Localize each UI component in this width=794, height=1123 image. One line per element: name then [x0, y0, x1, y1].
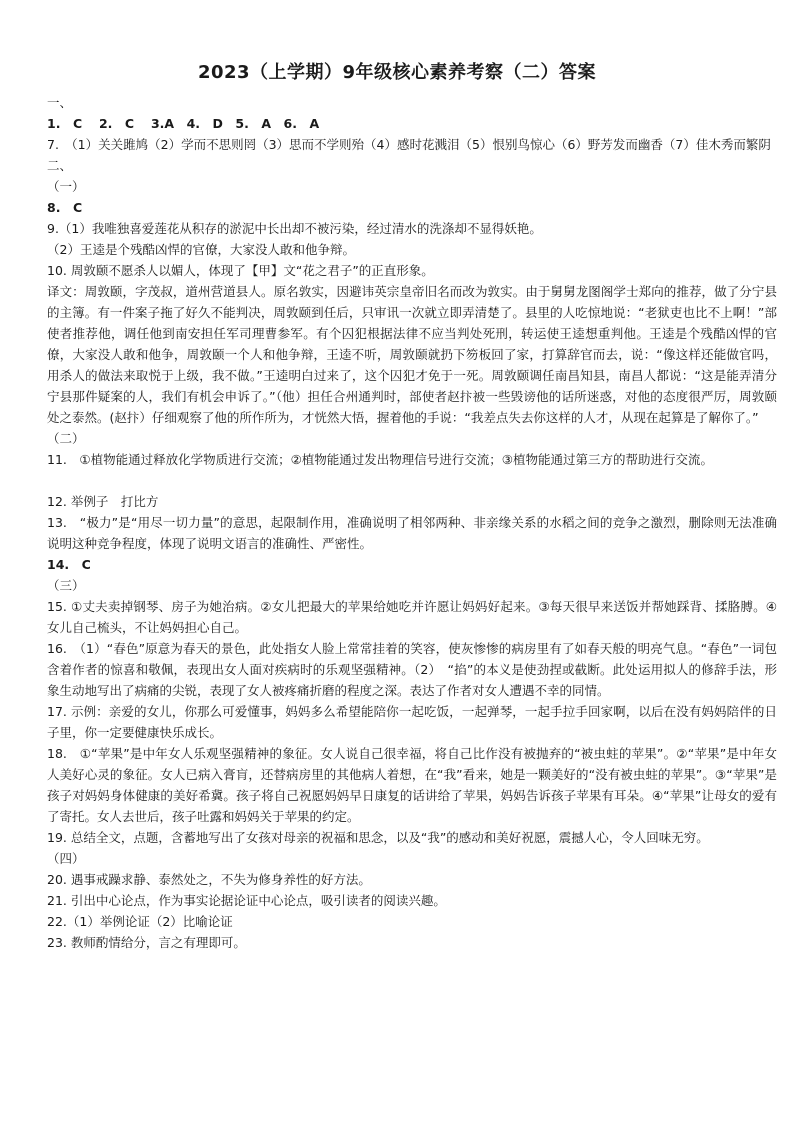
answer-line: 14. C [47, 557, 91, 572]
answer-line: 10. 周敦颐不愿杀人以媚人，体现了【甲】文“花之君子”的正直形象。 [47, 263, 434, 278]
answer-line: 19. 总结全文，点题，含蓄地写出了女孩对母亲的祝福和思念，以及“我”的感动和美好祝愿，震撼人心，令人回味无穷。 [47, 830, 709, 845]
page-title: 2023（上学期）9年级核心素养考察（二）答案 [197, 62, 597, 83]
answer-line: 13. “极力”是“用尽一切力量”的意思，起限制作用，准确说明了相邻两种、非亲缘关系的水稻之间的竞争之激烈，删除则无法准确说明这种竞争程度，体现了说明文语言的准确性、严密性。 [47, 515, 777, 551]
answer-line: 18. ①“苹果”是中年女人乐观坚强精神的象征。女人说自己很幸福，将自己比作没有被抛弃的“被虫蛀的苹果”。②“苹果”是中年女人美好心灵的象征。女人已病入膏肓，还替病房里的其他病人着想，在“我”看来，她是一颗美好的“没有被虫蛀的苹果”。③“苹果”是孩子对妈妈身体健康的美好希冀。孩子将自己祝愿妈妈早日康复的话讲给了苹果，妈妈告诉孩子苹果有耳朵。④“苹果”让母女的爱有了寄托。女人去世后，孩子吐露和妈妈关于苹果的约定。 [47, 746, 777, 824]
answer-line: 15. ①丈夫卖掉钢琴、房子为她治病。②女儿把最大的苹果给她吃并许愿让妈妈好起来。③每天很早来送饭并帮她踩背、揉胳膊。④女儿自己梳头，不让妈妈担心自己。 [47, 599, 777, 635]
answer-line: 一、 [47, 95, 73, 110]
answer-line: 二、 [47, 158, 73, 173]
answer-content [47, 92, 777, 953]
answer-line: （四） [47, 851, 85, 866]
answer-line: 17. 示例：亲爱的女儿，你那么可爱懂事，妈妈多么希望能陪你一起吃饭，一起弹琴，一起手拉手回家啊，以后在没有妈妈陪伴的日子里，你一定要健康快乐成长。 [47, 704, 777, 740]
answer-line: 16. （1）“春色”原意为春天的景色，此处指女人脸上常常挂着的笑容，使灰惨惨的病房里有了如春天般的明亮气息。“春色”一词包含着作者的惊喜和敬佩，表现出女人面对疾病时的乐观坚强精神。（2） “掐”的本义是使劲捏或截断。此处运用拟人的修辞手法，形象生动地写出了病痛的尖锐，表现了女人被疼痛折磨的程度之深。表达了作者对女人遭遇不幸的同情。 [47, 641, 777, 698]
answer-line: 23. 教师酌情给分，言之有理即可。 [47, 935, 246, 950]
answer-line: 1. C 2. C 3.A 4. D 5. A 6. A [47, 116, 320, 131]
answer-line: 21. 引出中心论点，作为事实论据论证中心论点，吸引读者的阅读兴趣。 [47, 893, 446, 908]
answer-line: 11. ①植物能通过释放化学物质进行交流；②植物能通过发出物理信号进行交流；③植物能通过第三方的帮助进行交流。 [47, 452, 713, 467]
answer-line: 7. （1）关关雎鸠（2）学而不思则罔（3）思而不学则殆（4）感时花溅泪（5）恨别鸟惊心（6）野芳发而幽香（7）佳木秀而繁阴 [47, 137, 771, 152]
answer-line: （二） [47, 431, 85, 446]
answer-line: 8. C [47, 200, 83, 215]
answer-line: 9.（1）我唯独喜爱莲花从积存的淤泥中长出却不被污染，经过清水的洗涤却不显得妖艳。 [47, 221, 542, 236]
answer-line: 20. 遇事戒躁求静、泰然处之，不失为修身养性的好方法。 [47, 872, 371, 887]
answer-line: （2）王逵是个残酷凶悍的官僚，大家没人敢和他争辩。 [47, 242, 355, 257]
answer-line: （三） [47, 578, 85, 593]
blank-line [47, 470, 777, 491]
answer-line: （一） [47, 179, 85, 194]
answer-line: 12. 举例子 打比方 [47, 494, 159, 509]
answer-line: 译文：周敦颐，字茂叔，道州营道县人。原名敦实，因避讳英宗皇帝旧名而改为敦实。由于舅舅龙图阁学士郑向的推荐，做了分宁县的主簿。有一件案子拖了好久不能判决，周敦颐到任后，只审讯一次就立即弄清楚了。县里的人吃惊地说：“老狱吏也比不上啊！”部使者推荐他，调任他到南安担任军司理曹参军。有个囚犯根据法律不应当判处死刑，转运使王逵想重判他。王逵是个残酷凶悍的官僚，大家没人敢和他争，周敦颐一个人和他争辩，王逵不听，周敦颐就扔下笏板回了家，打算辞官而去，说：“像这样还能做官吗，用杀人的做法来取悦于上级，我不做。”王逵明白过来了，这个囚犯才免于一死。周敦颐调任南昌知县，南昌人都说：“这是能弄清分宁县那件疑案的人，我们有机会申诉了。”（他）担任合州通判时，部使者赵抃被一些毁谤他的话所迷惑，对他的态度很严厉，周敦颐处之泰然。(赵抃）仔细观察了他的所作所为，才恍然大悟，握着他的手说：“我差点失去你这样的人才，从现在起算是了解你了。” [47, 284, 777, 425]
answer-line: 22.（1）举例论证（2）比喻论证 [47, 914, 233, 929]
